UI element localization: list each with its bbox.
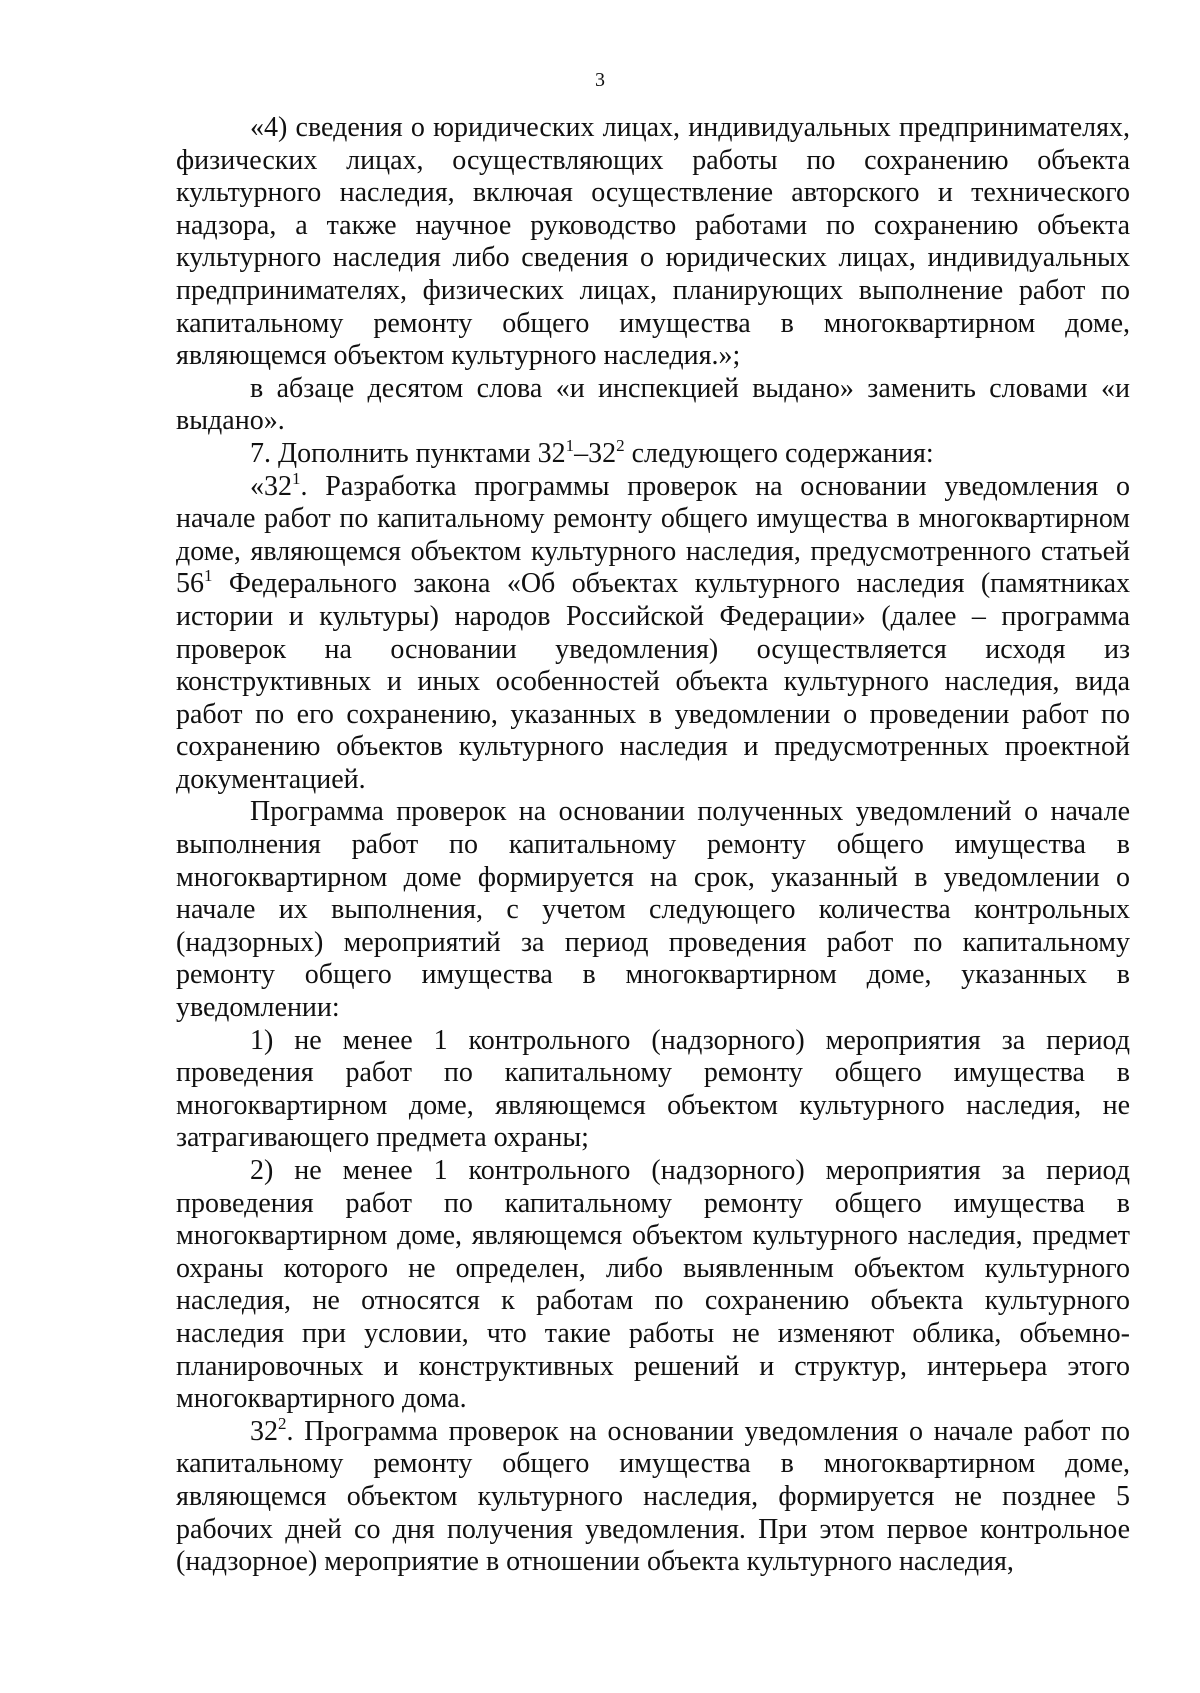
- text-run: 7. Дополнить пунктами 32: [250, 437, 566, 469]
- paragraph-item-4-legal-entities: [176, 112, 1130, 373]
- superscript-index: 2: [616, 435, 625, 455]
- text-run: 32: [250, 1415, 278, 1447]
- text-run: . Программа проверок на основании уведомления о начале работ по капитальному ремонту общего имущества в многоквартирном доме, являющемся объектом культурного наследия, формируется не позднее 5 рабочих дней со дня получения уведомления. При этом первое контрольное (надзорное) мероприятие в отношении объекта культурного наследия,: [176, 1415, 1130, 1578]
- page-number: 3: [595, 69, 605, 91]
- paragraph-abzac-ten-amendment: [176, 373, 1130, 438]
- text-run: . Разработка программы проверок на основании уведомления о начале работ по капитальному ремонту общего имущества в многоквартирном доме, являющемся объектом культурного наследия, предусмотренного статьей 56: [176, 470, 1130, 600]
- text-run: Федерального закона «Об объектах культурного наследия (памятниках истории и культуры) народов Российской Федерации» (далее – программа проверок на основании уведомления) осуществляется исходя из конструктивных и иных особенностей объекта культурного наследия, вида работ по его сохранению, указанных в уведомлении о проведении работ по сохранению объектов культурного наследия и предусмотренных проектной документацией.: [176, 568, 1130, 795]
- text-run: 2) не менее 1 контрольного (надзорного) мероприятия за период проведения работ по капитальному ремонту общего имущества в многоквартирном доме, являющемся объектом культурного наследия, предмет охраны которого не определен, либо выявленным объектом культурного наследия, не относятся к работам по сохранению объекта культурного наследия при условии, что такие работы не изменяют облика, объемно-планировочных и конструктивных решений и структур, интерьера этого многоквартирного дома.: [176, 1155, 1130, 1415]
- superscript-index: 2: [278, 1413, 287, 1433]
- text-run: –32: [574, 437, 617, 469]
- superscript-index: 1: [204, 566, 213, 586]
- text-run: следующего содержания:: [624, 437, 934, 469]
- document-body: [176, 112, 1130, 1579]
- text-run: «4) сведения о юридических лицах, индивидуальных предпринимателях, физических лицах, осуществляющих работы по сохранению объекта культурного наследия, включая осуществление авторского и технического надзора, а также научное руководство работами по сохранению объекта культурного наследия либо сведения о юридических лицах, индивидуальных предпринимателях, физических лицах, планирующих выполнение работ по капитальному ремонту общего имущества в многоквартирном доме, являющемся объектом культурного наследия.»;: [176, 112, 1130, 372]
- superscript-index: 1: [565, 435, 575, 455]
- text-run: Программа проверок на основании полученных уведомлений о начале выполнения работ по капитальному ремонту общего имущества в многоквартирном доме формируется на срок, указанный в уведомлении о начале их выполнения, с учетом следующего количества контрольных (надзорных) мероприятий за период проведения работ по капитальному ремонту общего имущества в многоквартирном доме, указанных в уведомлении:: [176, 796, 1130, 1024]
- paragraph-point-7: [176, 435, 1130, 471]
- text-run: «32: [250, 470, 292, 502]
- paragraph-list-item-1: [176, 1025, 1130, 1155]
- text-run: в абзаце десятом слова «и инспекцией выдано» заменить словами «и выдано».: [176, 372, 1130, 437]
- paragraph-list-item-2: [176, 1155, 1130, 1416]
- paragraph-inspection-program: [176, 796, 1130, 1024]
- superscript-index: 1: [292, 468, 301, 488]
- text-run: 1) не менее 1 контрольного (надзорного) мероприятия за период проведения работ по капитальному ремонту общего имущества в многоквартирном доме, являющемся объектом культурного наследия, не затрагивающего предмета охраны;: [176, 1024, 1130, 1154]
- paragraph-item-32-2: [176, 1413, 1130, 1579]
- paragraph-item-32-1: [176, 468, 1130, 797]
